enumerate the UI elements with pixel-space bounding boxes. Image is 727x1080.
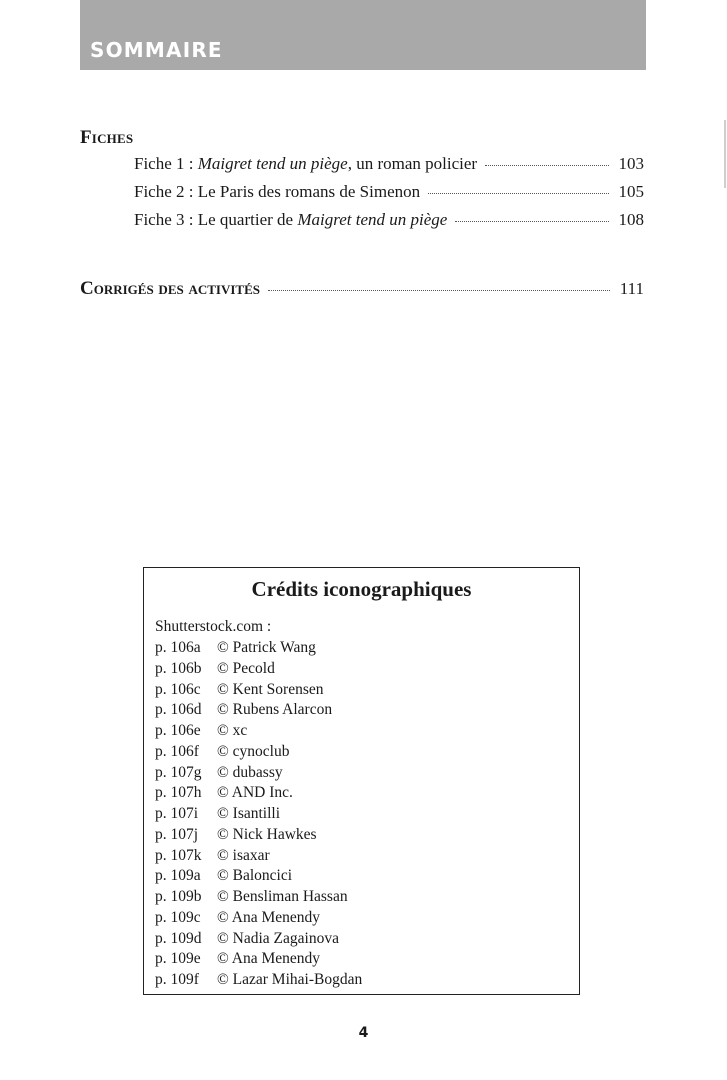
edge-mark [724, 120, 726, 188]
credit-item [155, 867, 362, 888]
credit-name: © AND Inc. [217, 784, 293, 802]
credit-name: © dubassy [217, 763, 283, 781]
credit-item [155, 660, 362, 681]
credit-item [155, 701, 362, 722]
header-banner [80, 0, 646, 70]
toc-entry-fiche-1[interactable] [134, 154, 644, 178]
credit-page-ref: p. 107k [155, 846, 202, 864]
credit-page-ref: p. 106e [155, 722, 201, 739]
credit-name: © xc [217, 722, 248, 739]
dot-leader [455, 221, 608, 222]
credit-item [155, 805, 362, 826]
credit-item [155, 764, 362, 785]
credit-page-ref: p. 107i [155, 805, 199, 822]
credit-item [155, 722, 362, 743]
credit-page-ref: p. 107h [155, 784, 202, 802]
credit-name: © Ana Menendy [217, 950, 321, 968]
credit-name: © Baloncici [217, 867, 293, 885]
credits-box [143, 567, 580, 995]
toc-entry-label: Corrigés des activités [80, 278, 260, 299]
credit-name: © Kent Sorensen [217, 680, 324, 698]
credit-name: © Nick Hawkes [217, 825, 317, 843]
credit-page-ref: p. 106a [155, 639, 201, 656]
credit-name: © Bensliman Hassan [217, 888, 348, 905]
credit-page-ref: p. 106d [155, 701, 202, 719]
credit-page-ref: p. 109b [155, 888, 202, 905]
credits-list [155, 639, 362, 992]
toc-entry-corriges[interactable] [80, 278, 644, 302]
dot-leader [268, 290, 610, 291]
credit-item [155, 950, 362, 971]
credit-name: © cynoclub [217, 742, 290, 760]
credits-title: Crédits iconographiques [251, 577, 472, 601]
toc-page-number: 105 [618, 182, 644, 201]
credit-name: © Ana Menendy [217, 908, 321, 926]
toc-entry-fiche-3[interactable] [134, 210, 644, 234]
toc-page-number: 103 [618, 154, 644, 173]
credit-page-ref: p. 106b [155, 659, 202, 677]
toc-entry-fiche-2[interactable] [134, 182, 644, 206]
credit-page-ref: p. 109a [155, 867, 201, 885]
credit-item [155, 743, 362, 764]
credit-page-ref: p. 106f [155, 742, 199, 760]
credit-item [155, 971, 362, 992]
credit-page-ref: p. 109e [155, 950, 201, 968]
credit-page-ref: p. 109f [155, 971, 199, 988]
credit-name: © Isantilli [217, 805, 281, 822]
toc-page-number: 108 [618, 210, 644, 229]
toc-entry-label: Fiche 2 : Le Paris des romans de Simenon [134, 182, 421, 201]
credit-name: © Pecold [217, 659, 275, 677]
credit-item [155, 847, 362, 868]
page-title: SOMMAIRE [90, 38, 223, 62]
credit-item [155, 681, 362, 702]
credit-name: © isaxar [217, 846, 270, 864]
credit-name: © Rubens Alarcon [217, 701, 333, 719]
credits-source: Shutterstock.com : [155, 618, 272, 635]
credit-name: © Lazar Mihai-Bogdan [217, 971, 363, 988]
credit-name: © Patrick Wang [217, 639, 316, 656]
page-number: 4 [358, 1025, 369, 1041]
credit-page-ref: p. 109c [155, 908, 201, 926]
credit-page-ref: p. 107j [155, 825, 199, 843]
fiches-heading: Fiches [80, 127, 134, 148]
dot-leader [485, 165, 608, 166]
credit-page-ref: p. 106c [155, 680, 201, 698]
toc-page-number: 111 [619, 279, 644, 298]
credit-page-ref: p. 107g [155, 763, 202, 781]
credit-item [155, 639, 362, 660]
credit-item [155, 930, 362, 951]
dot-leader [428, 193, 608, 194]
credit-item [155, 888, 362, 909]
credit-name: © Nadia Zagainova [217, 929, 339, 947]
credit-page-ref: p. 109d [155, 929, 202, 947]
toc-entry-label: Fiche 1 : Maigret tend un piège, un roman policier [134, 154, 478, 173]
toc-entry-label: Fiche 3 : Le quartier de Maigret tend un piège [134, 210, 448, 229]
credit-item [155, 909, 362, 930]
credit-item [155, 784, 362, 805]
credit-item [155, 826, 362, 847]
